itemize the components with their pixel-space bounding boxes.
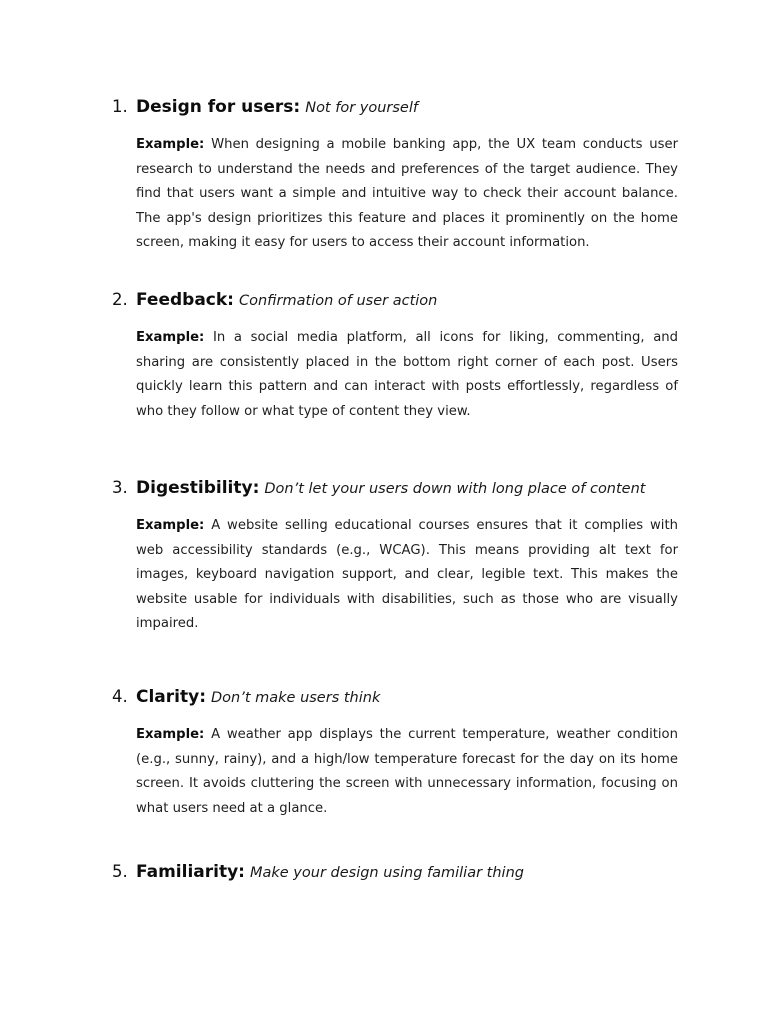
example-label: Example: [136, 137, 205, 152]
example-paragraph [136, 326, 678, 424]
example-label: Example: [136, 518, 205, 533]
example-text: In a social media platform, all icons for liking, commenting, and sharing are consistently placed in the bottom right corner of each post. Users quickly learn this pattern and can interact with posts effortlessly, regardless of who they follow or what type of content they view. [136, 330, 679, 419]
principle-subtitle: Not for yourself [305, 100, 418, 116]
list-number: 1. [112, 97, 128, 116]
principle-item-digestibility [112, 476, 678, 637]
principle-title: Digestibility: [136, 478, 260, 498]
principle-title: Design for users: [136, 97, 301, 117]
example-text: When designing a mobile banking app, the UX team conducts user research to understand the needs and preferences of the target audience. They find that users want a simple and intuitive way to check their account balance. The app's design prioritizes this feature and places it prominently on the home screen, making it easy for users to access their account information. [136, 137, 678, 250]
principle-subtitle: Make your design using familiar thing [249, 865, 524, 881]
principle-title: Feedback: [136, 290, 234, 310]
principle-subtitle: Don’t let your users down with long place of content [264, 481, 646, 497]
principle-heading [112, 685, 678, 709]
list-number: 3. [112, 478, 128, 497]
principle-item-familiarity [112, 860, 678, 884]
example-paragraph [136, 514, 678, 637]
principle-title: Familiarity: [136, 862, 245, 882]
principle-heading [112, 476, 678, 500]
example-label: Example: [136, 330, 205, 345]
list-number: 2. [112, 290, 128, 309]
example-text: A weather app displays the current temperature, weather condition (e.g., sunny, rainy), and a high/low temperature forecast for the day on its home screen. It avoids cluttering the screen with unnecessary information, focusing on what users need at a glance. [136, 727, 678, 816]
example-label: Example: [136, 727, 205, 742]
principle-subtitle: Don’t make users think [211, 690, 381, 706]
list-number: 4. [112, 687, 128, 706]
list-number: 5. [112, 862, 128, 881]
example-text: A website selling educational courses ensures that it complies with web accessibility standards (e.g., WCAG). This means providing alt text for images, keyboard navigation support, and clear, legible text. This makes the website usable for individuals with disabilities, such as those who are visually impaired. [136, 518, 678, 631]
principle-heading [112, 288, 678, 312]
principle-heading [112, 860, 678, 884]
example-paragraph [136, 723, 678, 821]
example-paragraph [136, 133, 678, 256]
principle-item-clarity [112, 685, 678, 821]
principle-subtitle: Confirmation of user action [238, 293, 438, 309]
principle-item-design-for-users [112, 95, 678, 256]
principle-heading [112, 95, 678, 119]
principle-title: Clarity: [136, 687, 206, 707]
principle-item-feedback [112, 288, 678, 424]
